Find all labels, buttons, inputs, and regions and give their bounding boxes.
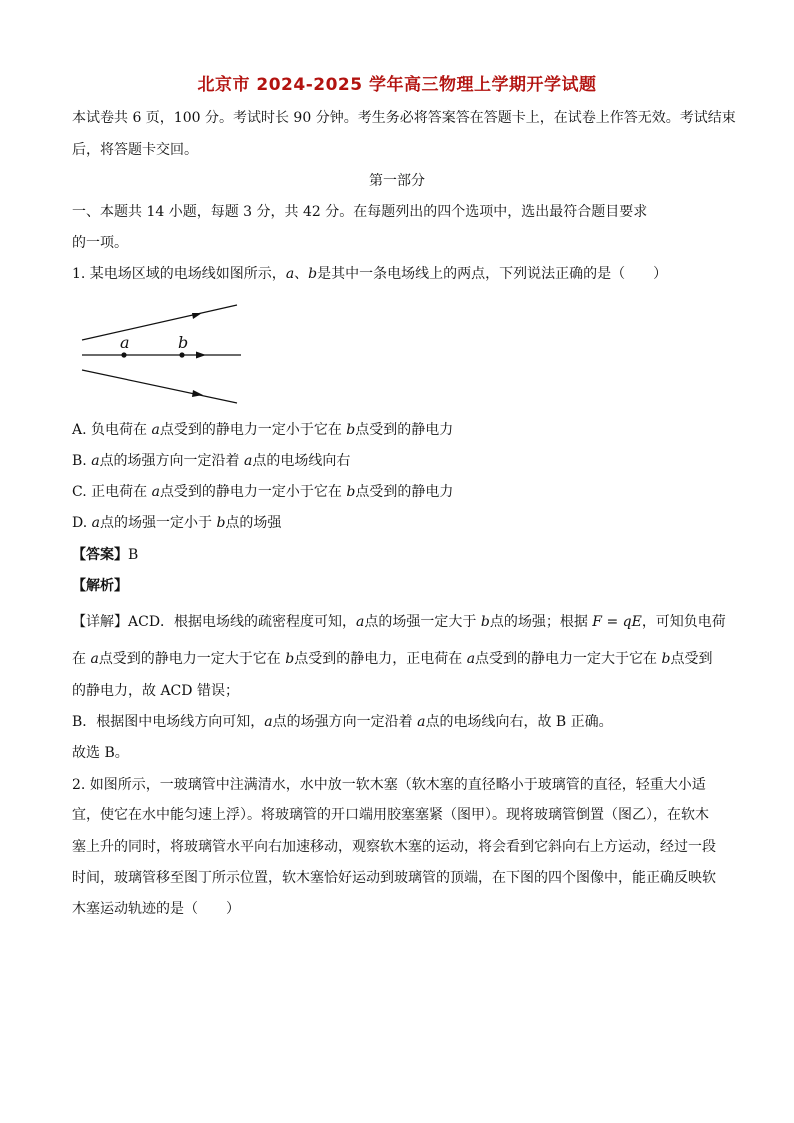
q1-option-a [72,420,732,440]
q1-var-a: a [285,266,295,282]
q2-line-2: 宜，使它在水中能匀速上浮）。将玻璃管的开口端用胶塞塞紧（图甲）。现将玻璃管倒置（图乙），在软木 [72,807,709,823]
part-title: 第一部分 [369,173,425,189]
detail-line-1 [72,612,732,632]
page-title: 北京市 2024-2025 学年高三物理上学期开学试题 [197,75,597,95]
analysis-label: 【解析】 [72,578,128,594]
option-text: A. 负电荷在 [72,422,152,438]
option-text: D. [72,515,92,531]
detail-var: b [285,651,295,667]
detail-var: a [90,651,99,667]
q1-var-b: b [308,266,318,282]
q1-sep: 、 [294,266,309,282]
option-var: a [151,422,160,438]
formula: F = qE [592,614,642,630]
option-var: a [91,453,100,469]
detail-text: 点受到的静电力一定大于它在 [475,651,662,667]
option-text: 点的场强方向一定沿着 [99,453,245,469]
option-var: b [346,422,356,438]
detail-text: 点受到的静电力一定大于它在 [98,651,286,667]
arrow-top-icon [192,313,202,319]
section-heading-line-2: 的一项。 [72,235,128,251]
q1-option-d [72,513,732,533]
option-var: b [346,484,356,500]
detail-line-4 [72,712,732,732]
q1-answer [72,545,732,565]
option-text: 点的场强 [225,515,282,531]
detail-text: 在 [72,651,91,667]
field-lines-figure [72,298,252,410]
detail-text: 点的场强一定大于 [364,614,481,630]
arrow-middle-icon [196,352,206,359]
detail-text: 点的场强；根据 [489,614,593,630]
detail-text: 【详解】ACD．根据电场线的疏密程度可知， [72,614,357,630]
detail-var: b [480,614,490,630]
detail-var: a [466,651,476,667]
point-b [179,352,184,357]
detail-line-2 [72,649,732,669]
detail-text: B．根据图中电场线方向可知， [72,714,265,730]
option-var: b [216,515,226,531]
option-var: a [91,515,100,531]
q1-stem-pre: 1. 某电场区域的电场线如图所示， [72,266,286,282]
answer-value: B [128,547,139,563]
option-text: 点的电场线向右 [252,453,351,469]
option-var: a [151,484,160,500]
option-var: a [244,453,253,469]
option-text: B. [72,453,92,469]
section-heading-line-1: 一、本题共 14 小题，每题 3 分，共 42 分。在每题列出的四个选项中，选出最符合题目要求 [72,204,648,220]
q1-stem-post: 是其中一条电场线上的两点，下列说法正确的是（ ） [317,266,668,282]
field-line-bottom [82,370,237,403]
option-text: 点的场强一定小于 [100,515,217,531]
detail-line-3: 的静电力，故 ACD 错误； [72,683,239,699]
label-b: b [178,333,189,352]
answer-label: 【答案】 [72,547,128,563]
detail-text: 点受到 [670,651,713,667]
label-a: a [120,333,130,352]
detail-var: a [417,714,426,730]
q2-line-3: 塞上升的同时，将玻璃管水平向右加速移动，观察软木塞的运动，将会看到它斜向右上方运动，经过一段 [72,839,716,855]
option-text: C. 正电荷在 [72,484,152,500]
option-text: 点受到的静电力 [355,422,454,438]
q1-option-c [72,482,732,502]
point-a [121,352,126,357]
option-text: 点受到的静电力 [355,484,454,500]
detail-text: 点的场强方向一定沿着 [272,714,418,730]
q2-line-4: 时间，玻璃管移至图丁所示位置，软木塞恰好运动到玻璃管的顶端，在下图的四个图像中，能正确反映软 [72,870,716,886]
option-text: 点受到的静电力一定小于它在 [159,422,347,438]
intro-line-2: 后，将答题卡交回。 [72,142,198,158]
detail-var: a [356,614,365,630]
detail-text: 点受到的静电力，正电荷在 [294,651,467,667]
detail-var: a [264,714,273,730]
detail-text: ，可知负电荷 [641,614,726,630]
intro-line-1: 本试卷共 6 页，100 分。考试时长 90 分钟。考生务必将答案答在答题卡上，在试卷上作答无效。考试结束 [72,110,736,126]
q2-line-1: 2. 如图所示，一玻璃管中注满清水，水中放一软木塞（软木塞的直径略小于玻璃管的直径，轻重大小适 [72,777,706,793]
option-text: 点受到的静电力一定小于它在 [159,484,347,500]
q1-option-b [72,451,732,471]
detail-line-5: 故选 B。 [72,745,129,761]
detail-var: b [661,651,671,667]
detail-text: 点的电场线向右，故 B 正确。 [425,714,613,730]
field-line-top [82,305,237,340]
q1-stem [72,264,732,284]
q2-line-5: 木塞运动轨迹的是（ ） [72,901,240,917]
